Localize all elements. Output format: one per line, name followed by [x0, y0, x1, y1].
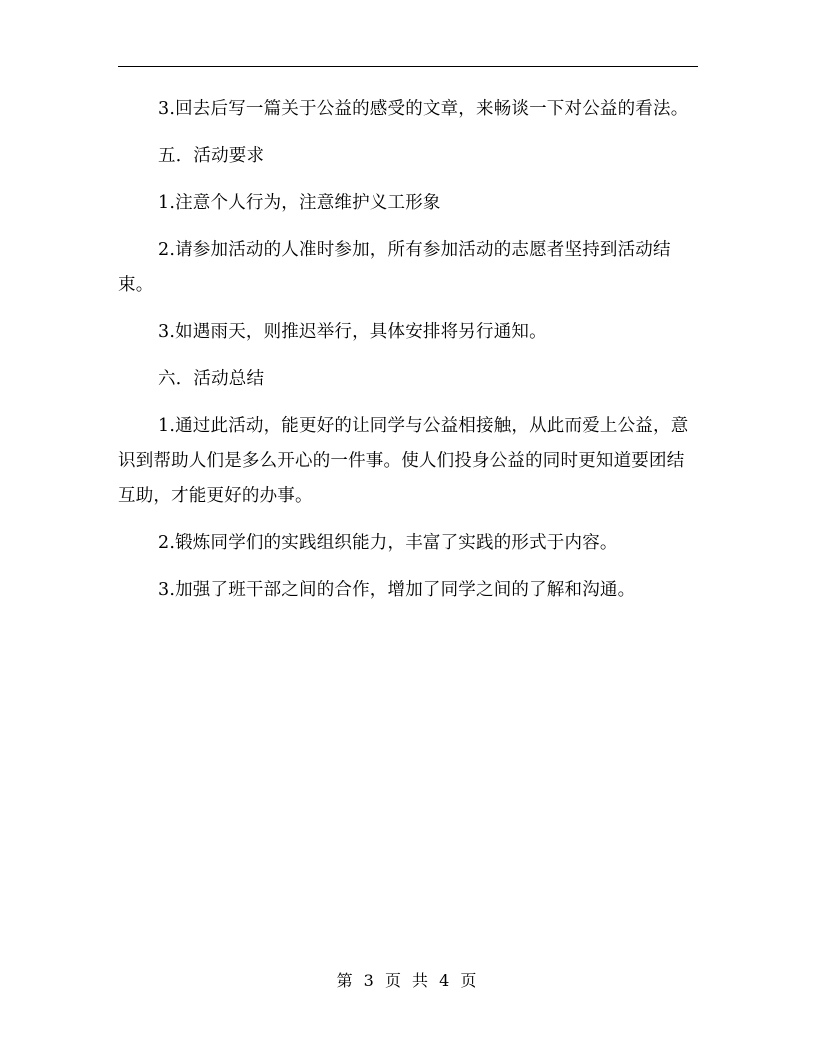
paragraph-summary-1: 1.通过此活动，能更好的让同学与公益相接触，从此而爱上公益，意识到帮助人们是多么开心的一件事。使人们投身公益的同时更知道要团结互助，才能更好的办事。	[118, 416, 689, 506]
paragraph-requirement-2: 2.请参加活动的人准时参加，所有参加活动的志愿者坚持到活动结束。	[118, 240, 671, 295]
paragraph-requirement-1: 1.注意个人行为，注意维护义工形象	[158, 193, 441, 213]
paragraph-summary-2: 2.锻炼同学们的实践组织能力，丰富了实践的形式于内容。	[158, 533, 618, 553]
paragraph-requirement-3: 3.如遇雨天，则推迟举行，具体安排将另行通知。	[158, 322, 547, 342]
document-body	[118, 92, 700, 608]
header-divider	[118, 66, 698, 67]
section-heading-activity-summary: 六．活动总结	[158, 369, 265, 389]
page-number-footer: 第 3 页 共 4 页	[336, 971, 480, 990]
paragraph-1: 3.回去后写一篇关于公益的感受的文章，来畅谈一下对公益的看法。	[158, 99, 689, 119]
paragraph-summary-3: 3.加强了班干部之间的合作，增加了同学之间的了解和沟通。	[158, 580, 636, 600]
section-heading-activity-requirements: 五．活动要求	[158, 146, 265, 166]
